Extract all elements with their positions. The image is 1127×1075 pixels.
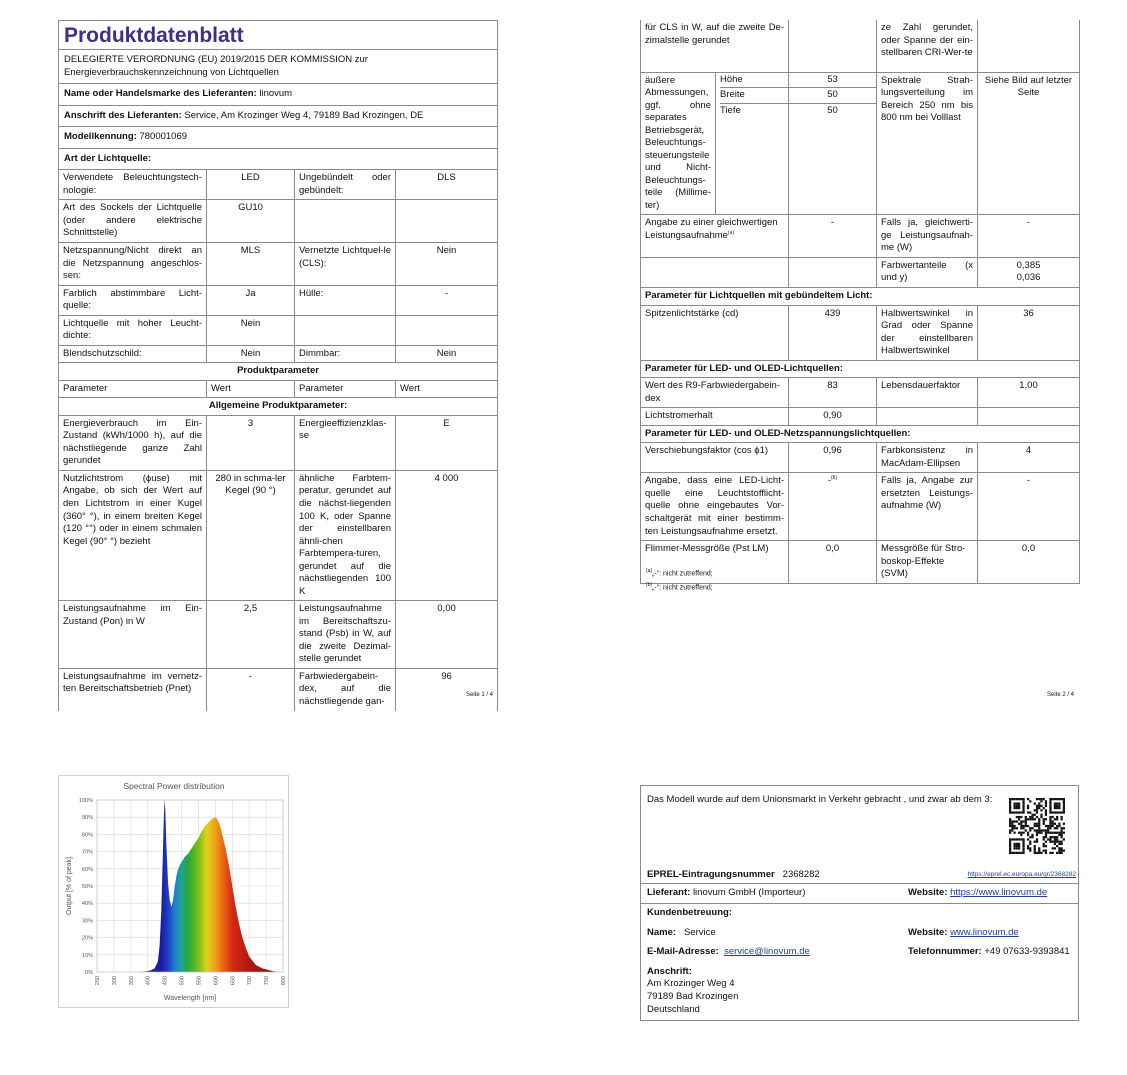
x-tick-label: 800 xyxy=(281,976,287,986)
supplier-address-value: Service, Am Krozinger Weg 4, 79189 Bad Krozingen, DE xyxy=(184,109,424,121)
spectral-chart-svg xyxy=(59,776,288,1007)
table-row xyxy=(59,285,498,315)
supplier-name-row xyxy=(59,84,498,106)
footnote-marker: (b) xyxy=(646,582,653,588)
y-tick-label: 50% xyxy=(81,884,93,890)
param-label: Energieeffizienzklas-se xyxy=(295,415,396,470)
x-tick-label: 500 xyxy=(179,976,186,986)
param-label xyxy=(641,215,789,258)
empty-cell xyxy=(641,257,789,287)
empty-cell xyxy=(789,257,877,287)
param-value xyxy=(396,200,498,243)
page-number-2: Seite 2 / 4 xyxy=(1047,692,1075,698)
param-label: Verwendete Beleuchtungstech-nologie: xyxy=(59,170,207,200)
phone-row xyxy=(908,946,1070,959)
dims-label: äußere Abmessungen, ggf. ohne separates Betriebsgerät, Beleuchtungs-steuerungsteile und Nicht-Beleuchtungs-teile (Millime-ter) xyxy=(645,74,711,211)
param-value: 36 xyxy=(978,305,1080,360)
website-row xyxy=(908,887,1047,900)
table-row xyxy=(59,170,498,200)
table-row xyxy=(641,443,1080,473)
param-value: 0,0 xyxy=(978,541,1080,584)
website-label: Website: xyxy=(908,887,948,898)
param-label: Falls ja, Angabe zur ersetzten Leistungs-aufnahme (W) xyxy=(877,473,978,541)
param-label: Netzspannung/Nicht direkt an die Netzspannung angeschlos-sen: xyxy=(59,242,207,285)
table-row xyxy=(641,257,1080,287)
supplier-address-label: Anschrift des Lieferanten: xyxy=(64,109,182,121)
general-params-heading: Allgemeine Produktparameter: xyxy=(59,398,498,416)
led-heading: Parameter für LED- und OLED-Lichtquellen: xyxy=(641,360,1080,378)
param-value: - xyxy=(396,285,498,315)
y-tick-label: 30% xyxy=(81,918,93,925)
replace-value: - xyxy=(827,475,832,487)
dim-value: 50 xyxy=(789,88,876,104)
param-value xyxy=(396,315,498,345)
param-value: Siehe Bild auf letzter Seite xyxy=(978,72,1080,215)
product-params-heading: Produktparameter xyxy=(59,363,498,381)
y-tick-label: 20% xyxy=(81,935,93,942)
x-tick-label: 450 xyxy=(162,976,169,986)
datasheet-table-1 xyxy=(58,20,498,711)
param-value: - xyxy=(789,215,877,258)
param-value xyxy=(789,473,877,541)
dim-name: Breite xyxy=(720,88,788,104)
supplier-address-row xyxy=(59,105,498,127)
column-header-row xyxy=(59,380,498,398)
footnote-text: „-“: nicht zutreffend; xyxy=(652,570,713,578)
footnote-marker: (a) xyxy=(646,568,653,574)
param-value: - xyxy=(978,215,1080,258)
table-row xyxy=(59,601,498,669)
datasheet-page-2 xyxy=(640,20,1079,584)
table-row xyxy=(59,470,498,600)
directional-heading: Parameter für Lichtquellen mit gebündeltem Licht: xyxy=(641,288,1080,306)
eprel-link[interactable]: https://eprel.ec.europa.eu/qr/2368282 xyxy=(967,871,1076,878)
table-row xyxy=(59,668,498,710)
param-label: Falls ja, gleichwerti-ge Leistungsaufnah-me (W) xyxy=(877,215,978,258)
param-label: Energieverbrauch im Ein-Zustand (kWh/1000 h), auf die nächstliegende ganze Zahl gerundet xyxy=(59,415,207,470)
param-value: MLS xyxy=(207,242,295,285)
param-value: 0,90 xyxy=(789,408,877,426)
table-row xyxy=(641,215,1080,258)
col-param-header: Parameter xyxy=(59,380,207,398)
param-value: 96 xyxy=(396,668,498,710)
x-tick-label: 600 xyxy=(213,976,220,986)
param-value: GU10 xyxy=(207,200,295,243)
address-line: 79189 Bad Krozingen xyxy=(647,991,739,1002)
col-param-header: Parameter xyxy=(295,380,396,398)
eprel-row xyxy=(647,869,820,882)
param-value: 280 in schma-ler Kegel (90 °) xyxy=(207,470,295,600)
param-value: 1,00 xyxy=(978,378,1080,408)
dim-value: 53 xyxy=(827,73,838,85)
supplier-name-value: linovum xyxy=(259,88,293,100)
x-tick-label: 550 xyxy=(196,976,203,986)
chroma-y: 0,036 xyxy=(1016,272,1041,284)
param-value: 3 xyxy=(207,415,295,470)
phone-label: Telefonnummer: xyxy=(908,946,982,957)
chart-title: Spectral Power distribution xyxy=(123,781,225,791)
y-tick-label: 100% xyxy=(78,798,93,804)
param-value: 439 xyxy=(789,305,877,360)
x-tick-label: 400 xyxy=(145,976,152,986)
x-tick-label: 750 xyxy=(264,976,271,986)
mains-heading: Parameter für LED- und OLED-Netzspannungslichtquellen: xyxy=(641,425,1080,443)
table-row xyxy=(641,72,1080,215)
dim-value: 50 xyxy=(789,103,876,118)
param-value: Nein xyxy=(207,315,295,345)
y-tick-label: 40% xyxy=(81,901,93,908)
param-value: Nein xyxy=(207,345,295,363)
param-label: Halbwertswinkel in Grad oder Spanne der einstellbaren Halbwertswinkel xyxy=(877,305,978,360)
param-label: Farbwertanteile (x und y) xyxy=(877,257,978,287)
contact-name-row xyxy=(647,927,716,940)
param-value: - xyxy=(978,473,1080,541)
param-label: Farbwiedergabein-dex, auf die nächstliegende gan- xyxy=(295,668,396,710)
param-value: 83 xyxy=(789,378,877,408)
param-value: - xyxy=(207,668,295,710)
table-row xyxy=(641,378,1080,408)
dim-name: Tiefe xyxy=(720,103,788,118)
y-tick-label: 70% xyxy=(81,849,93,856)
param-value xyxy=(978,257,1080,287)
param-label: Vernetzte Lichtquel-le (CLS): xyxy=(295,242,396,285)
param-label: Verschiebungsfaktor (cos ϕ1) xyxy=(641,443,789,473)
type-heading: Art der Lichtquelle: xyxy=(59,148,498,170)
dims-names xyxy=(715,73,788,215)
footnote-ref: (b) xyxy=(831,475,838,482)
table-row xyxy=(59,315,498,345)
model-row xyxy=(59,127,498,149)
param-label: Lebensdauerfaktor xyxy=(877,378,978,408)
param-label: Lichtstromerhalt xyxy=(641,408,789,426)
regulation-text: DELEGIERTE VERORDNUNG (EU) 2019/2015 DER KOMMISSION zur Energieverbrauchskennzeichnung von Lichtquellen xyxy=(59,50,498,84)
datasheet-table-2 xyxy=(640,20,1080,584)
spectral-chart xyxy=(58,775,289,1008)
datasheet-page-1 xyxy=(58,20,497,711)
model-value: 780001069 xyxy=(139,131,188,143)
param-label: Dimmbar: xyxy=(295,345,396,363)
footnote-a xyxy=(646,568,713,579)
divider xyxy=(641,903,1078,904)
param-label: ähnliche Farbtem-peratur, gerundet auf die nächst-liegenden 100 K, oder Spanne der einstellbaren ähnli-chen Farbtempera-turen, gerundet auf die nächstliegenden 100 K xyxy=(295,470,396,600)
y-tick-label: 0% xyxy=(85,970,93,976)
param-value: Ja xyxy=(207,285,295,315)
col-value-header: Wert xyxy=(396,380,498,398)
website2-link[interactable]: www.linovum.de xyxy=(950,927,1019,938)
divider xyxy=(641,883,1078,884)
empty-cell xyxy=(877,408,978,426)
name-value: Service xyxy=(683,927,716,938)
service-heading: Kundenbetreuung: xyxy=(647,907,732,918)
param-value: 0,0 xyxy=(789,541,877,584)
param-label: Art des Sockels der Lichtquelle (oder andere elektrische Schnittstelle) xyxy=(59,200,207,243)
chroma-x: 0,385 xyxy=(1016,259,1041,271)
param-value: 0,00 xyxy=(396,601,498,669)
param-value: LED xyxy=(207,170,295,200)
param-label: Farbkonsistenz in MacAdam-Ellipsen xyxy=(877,443,978,473)
table-row xyxy=(641,20,1080,72)
param-value xyxy=(978,20,1080,72)
email-link[interactable]: service@linovum.de xyxy=(724,946,810,957)
param-label: ze Zahl gerundet, oder Spanne der ein-stellbaren CRI-Wer-te xyxy=(877,20,978,72)
param-label: Wert des R9-Farbwiedergabein-dex xyxy=(641,378,789,408)
y-tick-label: 10% xyxy=(81,952,93,959)
page-title: Produktdatenblatt xyxy=(59,21,498,50)
x-tick-label: 250 xyxy=(95,976,101,986)
param-label: Messgröße für Stro-boskop-Effekte (SVM) xyxy=(877,541,978,584)
table-row xyxy=(59,242,498,285)
param-label: Angabe, dass eine LED-Licht-quelle eine Leuchtstofflicht-quelle ohne eingebautes Vor-schaltgerät mit einer bestimm-ten Leistungsaufnahme ersetzt. xyxy=(641,473,789,541)
param-label xyxy=(295,315,396,345)
supplier-info-page xyxy=(640,785,1079,1021)
equiv-label: Angabe zu einer gleichwertigen Leistungsaufnahme xyxy=(645,217,778,242)
market-text: Das Modell wurde auf dem Unionsmarkt in Verkehr gebracht , und zwar ab dem 3: xyxy=(647,794,993,805)
x-tick-label: 650 xyxy=(230,976,237,986)
dims-cell xyxy=(641,72,789,215)
supplier-label: Lieferant: xyxy=(647,887,691,898)
website2-row xyxy=(908,927,1019,940)
param-label: Nutzlichtstrom (ϕuse) mit Angabe, ob sich der Wert auf den Lichtstrom in einer Kugel (360° °), in einem breiten Kegel (120 °°) oder in einem schmalen Kegel (90° °) bezieht xyxy=(59,470,207,600)
table-row xyxy=(641,408,1080,426)
address-line: Deutschland xyxy=(647,1004,700,1015)
param-label: Leistungsaufnahme im Bereitschaftszu-stand (Psb) in W, auf die zweite Dezimal-stelle gerundet xyxy=(295,601,396,669)
param-label xyxy=(295,200,396,243)
email-label: E-Mail-Adresse: xyxy=(647,946,719,957)
x-axis-label: Wavelength [nm] xyxy=(163,995,217,1002)
param-value: DLS xyxy=(396,170,498,200)
param-value: Nein xyxy=(396,242,498,285)
param-value: 2,5 xyxy=(207,601,295,669)
table-row xyxy=(59,200,498,243)
table-row xyxy=(641,305,1080,360)
param-value: 4 000 xyxy=(396,470,498,600)
param-label: Spektrale Strah-lungsverteilung im Bereich 250 nm bis 800 nm bei Volllast xyxy=(877,72,978,215)
eprel-number: 2368282 xyxy=(782,869,820,880)
param-label: Lichtquelle mit hoher Leucht-dichte: xyxy=(59,315,207,345)
eprel-label: EPREL-Eintragungsnummer xyxy=(647,869,775,880)
address-line: Am Krozinger Weg 4 xyxy=(647,978,735,989)
address-heading: Anschrift: xyxy=(647,966,692,977)
supplier-name-label: Name oder Handelsmarke des Lieferanten: xyxy=(64,88,257,100)
param-label: Leistungsaufnahme im vernetz-ten Bereitschaftsbetrieb (Pnet) xyxy=(59,668,207,710)
param-value: 4 xyxy=(978,443,1080,473)
footnote-text: „-“: nicht zutreffend; xyxy=(652,584,713,592)
table-row xyxy=(59,345,498,363)
qr-code-icon xyxy=(1009,798,1065,854)
table-row xyxy=(59,415,498,470)
dims-values-cell xyxy=(789,72,877,215)
param-label: Hülle: xyxy=(295,285,396,315)
y-tick-label: 90% xyxy=(81,815,93,822)
website2-label: Website: xyxy=(908,927,948,938)
param-label: Leistungsaufnahme im Ein-Zustand (Pon) in W xyxy=(59,601,207,669)
param-label: Spitzenlichtstärke (cd) xyxy=(641,305,789,360)
supplier-value: linovum GmbH (Importeur) xyxy=(692,887,806,898)
param-label: für CLS in W, auf die zweite De-zimalstelle gerundet xyxy=(641,20,789,72)
name-label: Name: xyxy=(647,927,677,938)
param-label: Blendschutzschild: xyxy=(59,345,207,363)
x-tick-label: 350 xyxy=(128,976,135,986)
param-value: 0,96 xyxy=(789,443,877,473)
website-link[interactable]: https://www.linovum.de xyxy=(950,887,1048,898)
x-tick-label: 700 xyxy=(247,976,254,986)
param-label: Ungebündelt oder gebündelt: xyxy=(295,170,396,200)
empty-cell xyxy=(978,408,1080,426)
phone-value: +49 07633-9393841 xyxy=(984,946,1070,957)
param-value: Nein xyxy=(396,345,498,363)
y-tick-label: 60% xyxy=(81,866,93,873)
param-label: Flimmer-Messgröße (Pst LM) xyxy=(641,541,789,584)
param-value xyxy=(789,20,877,72)
footnote-ref: (a) xyxy=(727,229,735,236)
email-row xyxy=(647,946,810,959)
param-label: Farblich abstimmbare Licht-quelle: xyxy=(59,285,207,315)
param-value: E xyxy=(396,415,498,470)
model-label: Modellkennung: xyxy=(64,131,137,143)
table-row xyxy=(641,473,1080,541)
footnote-b xyxy=(646,582,713,593)
y-axis-label: Output [% of peak] xyxy=(66,857,73,915)
col-value-header: Wert xyxy=(207,380,295,398)
x-tick-label: 300 xyxy=(111,976,118,986)
supplier-row xyxy=(647,887,805,900)
y-tick-label: 80% xyxy=(81,832,93,839)
page-number-1: Seite 1 / 4 xyxy=(466,692,494,698)
dim-name: Höhe xyxy=(720,73,743,85)
